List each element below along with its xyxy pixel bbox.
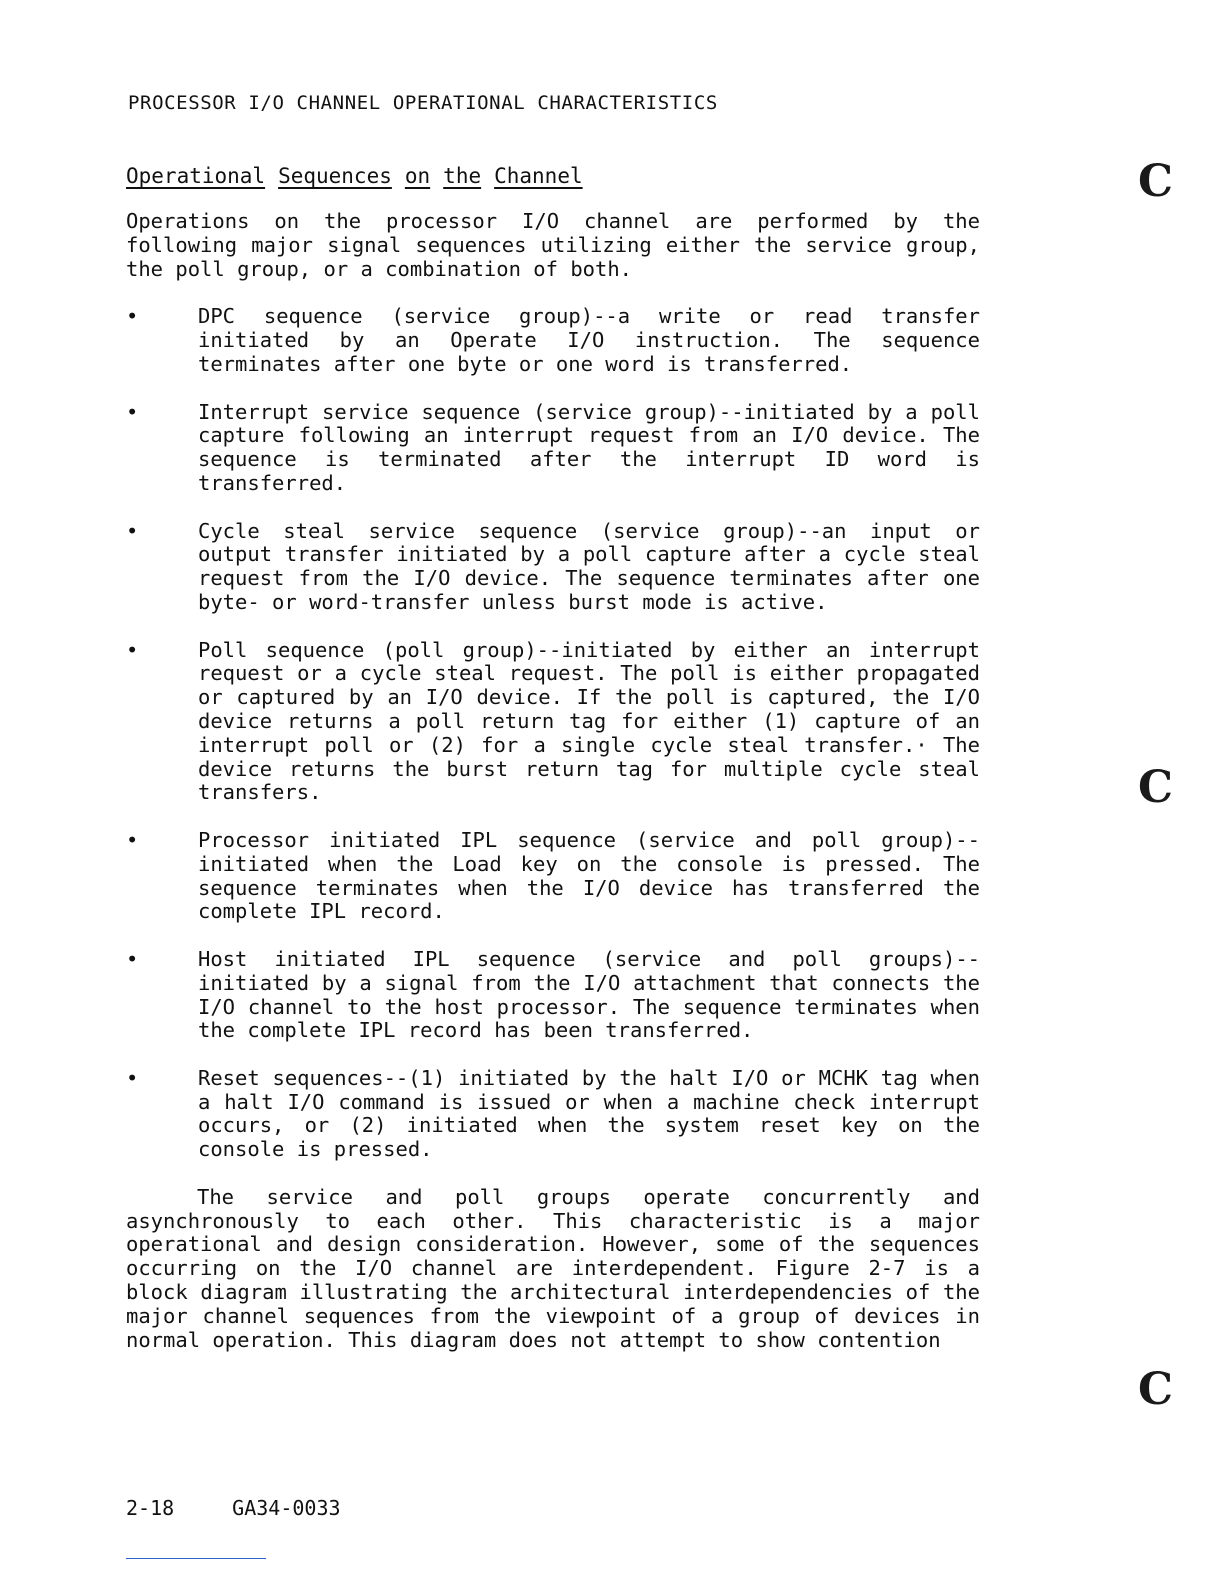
list-item [126,401,980,496]
list-item-text: Poll sequence (poll group)--initiated by either an interrupt request or a cycle steal request. The poll is either propagated or captured by an I/O device. If the poll is captured, the I/O device returns a poll return tag for either (1) capture of an interrupt poll or (2) for a single cycle steal transfer.· The device returns the burst return tag for multiple cycle steal transfers. [198,637,980,805]
list-item [126,948,980,1043]
list-item-text: Cycle steal service sequence (service group)--an input or output transfer initiated by a poll capture after a cycle steal request from the I/O device. The sequence terminates after one byte- or word-transfer unless burst mode is active. [198,518,980,614]
bullet-icon: • [126,518,139,543]
list-item-text: DPC sequence (service group)--a write or read transfer initiated by an Operate I/O instruction. The sequence terminates after one byte or one word is transferred. [198,304,980,376]
section-title [126,164,583,188]
bullet-icon: • [126,827,139,852]
page-footer [126,1496,341,1520]
list-item [126,829,980,924]
title-word: on [404,164,431,188]
binder-hole-mark: C [1138,1364,1174,1415]
list-item-text: Processor initiated IPL sequence (service and poll group)--initiated when the Load key on the console is pressed. The sequence terminates when the I/O device has transferred the complete IPL record. [198,827,980,924]
bullet-icon: • [126,1065,139,1090]
page-number: 2-18 [126,1496,175,1520]
list-item [126,1067,980,1162]
title-word: Sequences [278,164,392,188]
running-head: PROCESSOR I/O CHANNEL OPERATIONAL CHARACTERISTICS [128,92,718,114]
document-number: GA34-0033 [232,1496,341,1520]
list-item-text: Reset sequences--(1) initiated by the halt I/O or MCHK tag when a halt I/O command is issued or when a machine check interrupt occurs, or (2) initiated when the system reset key on the console is pressed. [198,1065,980,1162]
binder-hole-mark: C [1138,762,1174,813]
intro-paragraph: Operations on the processor I/O channel are performed by the following major signal sequences utilizing either the service group, the poll group, or a combination of both. [126,209,980,281]
closing-paragraph: The service and poll groups operate concurrently and asynchronously to each other. This characteristic is a major operational and design consideration. However, some of the sequences occurring on the I/O channel are interdependent. Figure 2-7 is a block diagram illustrating the architectural interdependencies of the major channel sequences from the viewpoint of a group of devices in normal operation. This diagram does not attempt to show contention [126,1184,980,1352]
body-text [126,210,980,1376]
bullet-icon: • [126,946,139,971]
footer-rule [126,1558,266,1559]
title-word: Operational [126,164,266,188]
sequence-list [126,305,980,1162]
bullet-icon: • [126,637,139,662]
title-word: the [443,164,482,188]
binder-hole-mark: C [1138,156,1174,207]
bullet-icon: • [126,399,139,424]
list-item-text: Interrupt service sequence (service group)--initiated by a poll capture following an interrupt request from an I/O device. The sequence is terminated after the interrupt ID word is transferred. [198,399,980,495]
bullet-icon: • [126,304,139,329]
list-item [126,305,980,376]
list-item [126,639,980,806]
title-word: Channel [494,164,583,188]
list-item-text: Host initiated IPL sequence (service and poll groups)--initiated by a signal from the I/O attachment that connects the I/O channel to the host processor. The sequence terminates when the complete IPL record has been transferred. [198,946,980,1043]
list-item [126,520,980,615]
